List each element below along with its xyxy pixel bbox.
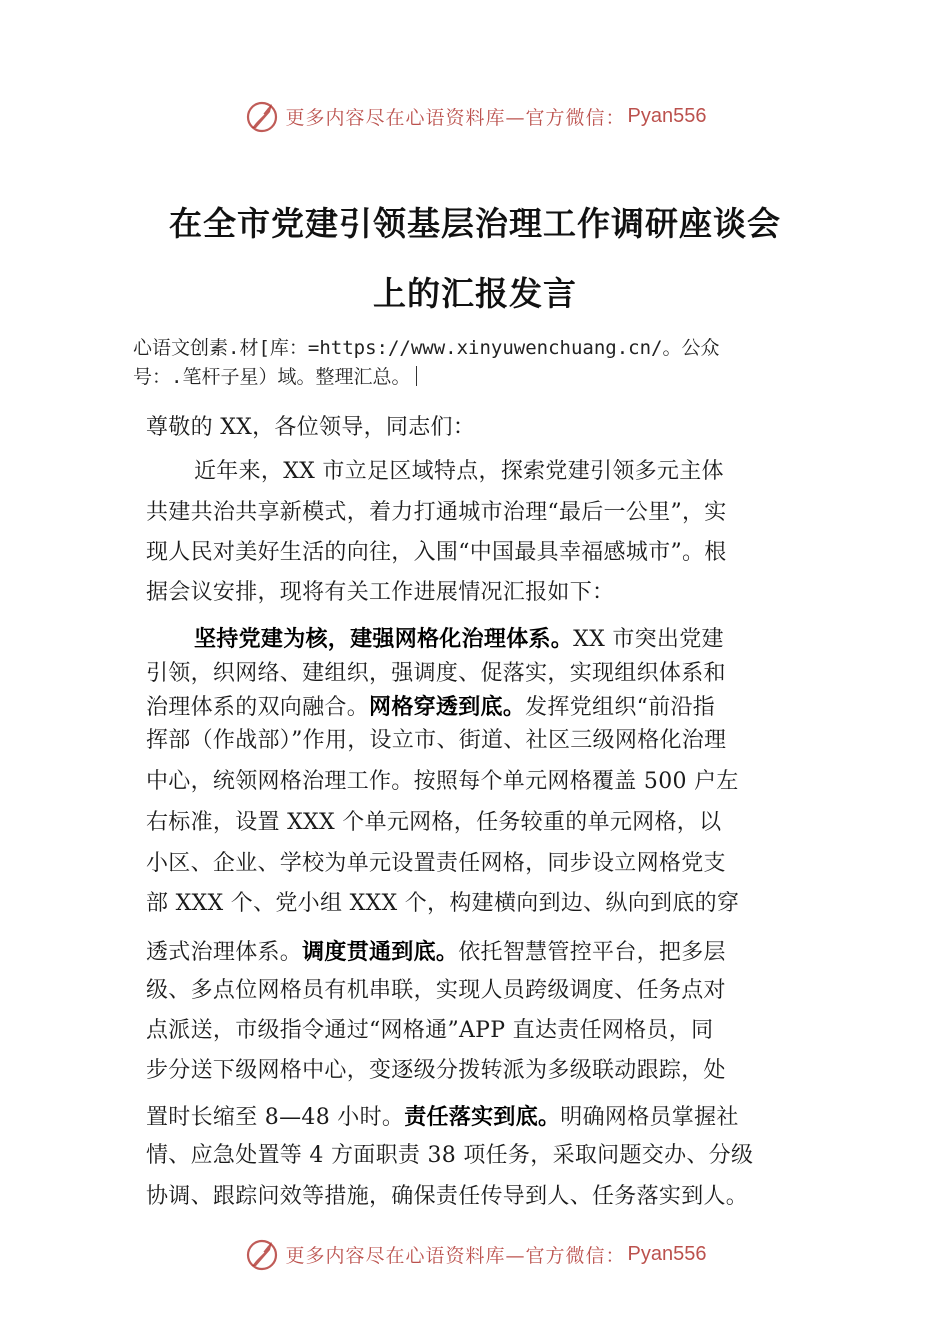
- section-1-line-13: [146, 1100, 826, 1131]
- intro-line: 共建共治共享新模式，着力打通城市治理“最后一公里”，实: [146, 500, 727, 525]
- section-1-line-1: [146, 622, 874, 653]
- subheading-responsibility: 责任落实到底。: [404, 1104, 561, 1129]
- watermark-wechat-id: Pyan556: [627, 104, 707, 127]
- section-line: 小区、企业、学校为单元设置责任网格，同步设立网格党支: [146, 851, 726, 876]
- section-text: 依托智慧管控平台，把多层: [458, 940, 726, 965]
- source-note: [133, 334, 843, 392]
- section-line: 右标准，设置 XXX 个单元网格，任务较重的单元网格，以: [146, 810, 722, 835]
- section-1-line-9: [146, 935, 826, 966]
- document-title-line-2: 上的汇报发言: [373, 274, 577, 313]
- source-note-line-2: [133, 363, 843, 392]
- section-text: 治理体系的双向融合。: [146, 695, 370, 720]
- section-text: 透式治理体系。: [146, 940, 303, 965]
- quill-logo-icon: [244, 1236, 280, 1272]
- source-note-line-1: 心语文创素.材[库：=https://www.xinyuwenchuang.cn/。公众: [133, 337, 720, 359]
- text-cursor: [416, 366, 417, 386]
- document-title-line-1: 在全市党建引领基层治理工作调研座谈会: [169, 204, 781, 243]
- greeting: 尊敬的 XX，各位领导，同志们：: [146, 415, 476, 440]
- subheading-grid-penetration: 网格穿透到底。: [369, 694, 526, 719]
- section-line: 部 XXX 个、党小组 XXX 个，构建横向到边、纵向到底的穿: [146, 891, 740, 916]
- section-line: 点派送，市级指令通过“网格通”APP 直达责任网格员，同: [146, 1018, 714, 1043]
- section-line: 协调、跟踪问效等措施，确保责任传导到人、任务落实到人。: [146, 1184, 749, 1209]
- section-line: 挥部（作战部）”作用，设立市、街道、社区三级网格化治理: [146, 728, 727, 753]
- section-line: 步分送下级网格中心，变逐级分拨转派为多级联动跟踪，处: [146, 1058, 726, 1083]
- quill-logo-icon: [244, 98, 280, 134]
- section-text: 发挥党组织“前沿指: [525, 695, 716, 720]
- section-text: 明确网格员掌握社: [560, 1105, 739, 1130]
- section-1-line-3: [146, 690, 826, 721]
- section-line: 级、多点位网格员有机串联，实现人员跨级调度、任务点对: [146, 978, 726, 1003]
- watermark-text: 更多内容尽在心语资料库—官方微信：: [285, 106, 626, 129]
- section-1-heading: 坚持党建为核，建强网格化治理体系。: [194, 626, 574, 651]
- subheading-dispatch: 调度贯通到底。: [302, 939, 459, 964]
- section-text: 置时长缩至 8—48 小时。: [146, 1105, 405, 1130]
- intro-line: 据会议安排，现将有关工作进展情况汇报如下：: [146, 580, 615, 605]
- intro-line: 近年来，XX 市立足区域特点，探索党建引领多元主体: [194, 459, 724, 484]
- section-line: 中心，统领网格治理工作。按照每个单元网格覆盖 500 户左: [146, 769, 739, 794]
- section-line: 情、应急处置等 4 方面职责 38 项任务，采取问题交办、分级: [146, 1143, 754, 1168]
- source-note-line-2-text: 号：.笔杆子星）域。整理汇总。: [133, 366, 411, 388]
- intro-line: 现人民对美好生活的向往，入围“中国最具幸福感城市”。根: [146, 540, 727, 565]
- section-line: 引领，织网络、建组织，强调度、促落实，实现组织体系和: [146, 661, 726, 686]
- section-text: XX 市突出党建: [573, 627, 724, 652]
- watermark-banner-bottom: [0, 1232, 950, 1276]
- watermark-wechat-id: Pyan556: [627, 1242, 707, 1265]
- watermark-text: 更多内容尽在心语资料库—官方微信：: [285, 1244, 626, 1267]
- watermark-banner-top: [0, 94, 950, 138]
